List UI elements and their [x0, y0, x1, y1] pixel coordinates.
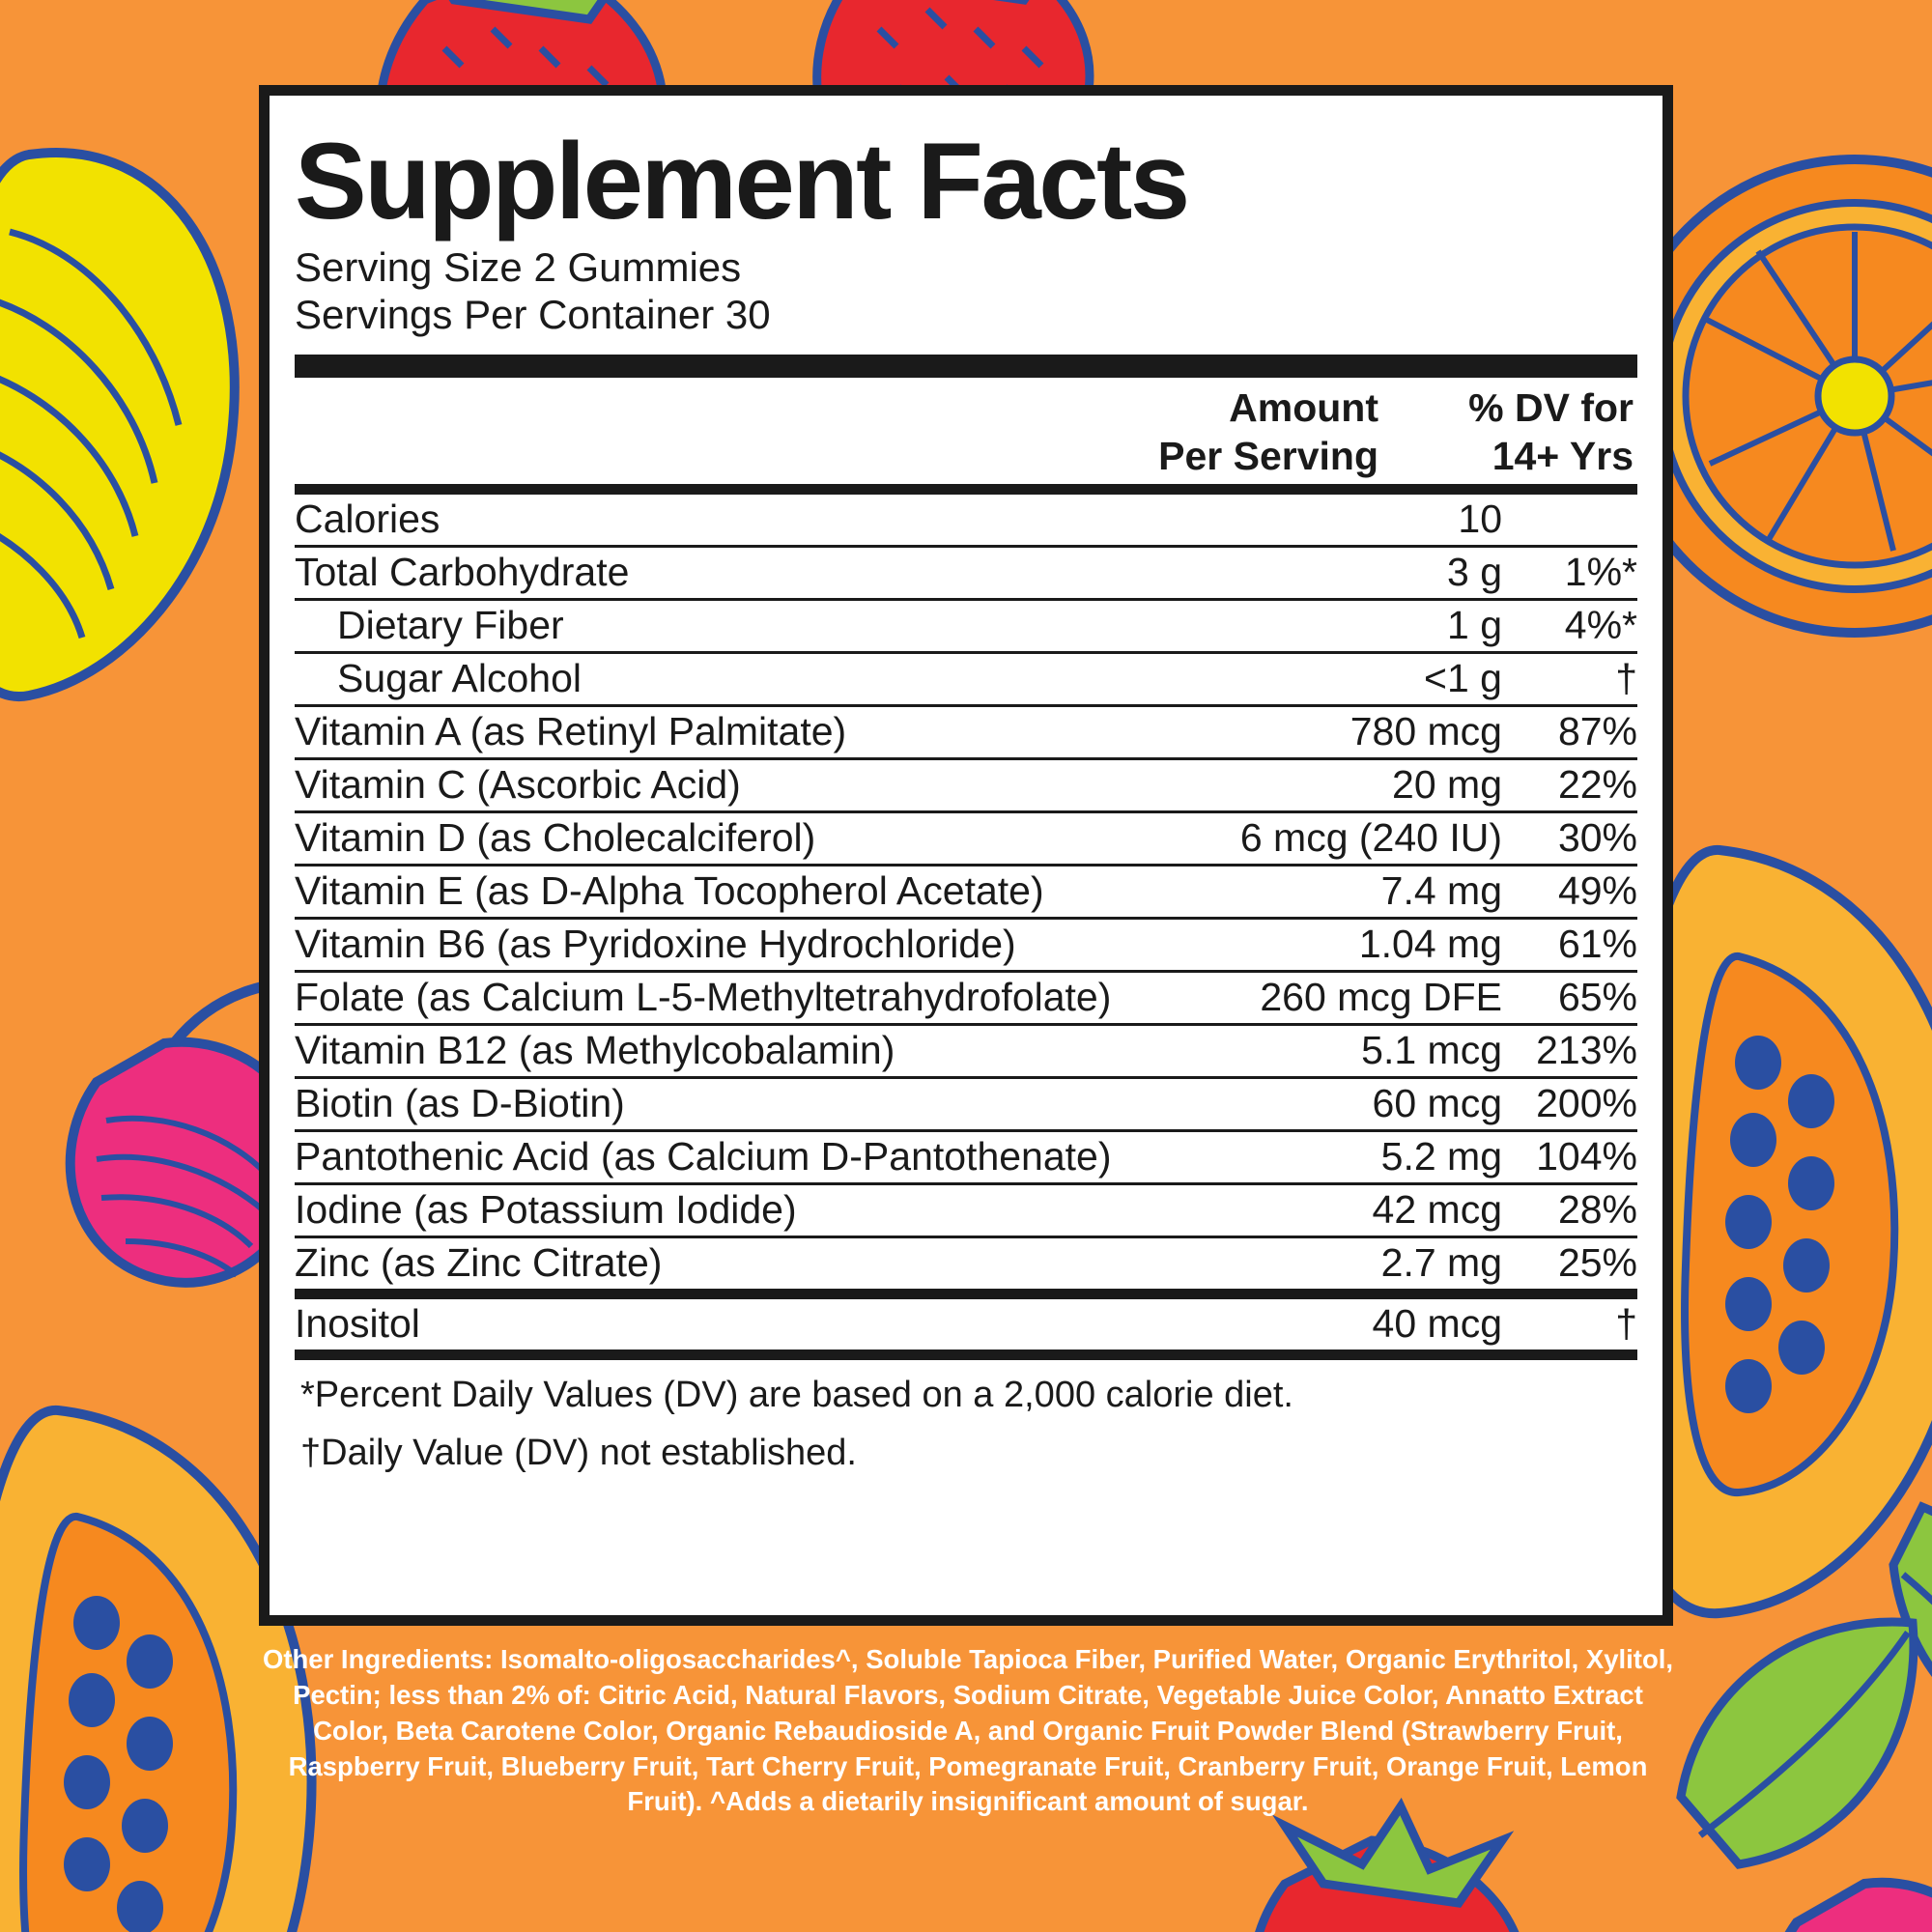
table-row [295, 599, 1637, 652]
nutrient-name: Vitamin A (as Retinyl Palmitate) [295, 705, 1183, 758]
table-row [295, 1077, 1637, 1130]
serving-size-text: Serving Size 2 Gummies [295, 243, 742, 290]
footnote-dv-not-established: †Daily Value (DV) not established. [300, 1433, 857, 1474]
nutrient-amount: 2.7 mg [1380, 1239, 1502, 1285]
nutrient-daily-value: 28% [1502, 1183, 1637, 1236]
table-row [295, 758, 1637, 811]
nutrient-name: Calories [295, 495, 1183, 547]
nutrient-table [295, 495, 1637, 1289]
nutrient-amount: 5.2 mg [1183, 1130, 1502, 1183]
other-nutrient-table [295, 1299, 1637, 1350]
supplement-facts-panel [259, 85, 1673, 1626]
table-row [295, 705, 1637, 758]
nutrient-name: Vitamin C (Ascorbic Acid) [295, 758, 1183, 811]
nutrient-name: Pantothenic Acid (as Calcium D-Pantothenate) [295, 1130, 1183, 1183]
table-row [295, 1183, 1637, 1236]
divider-med-bottom [295, 1350, 1637, 1360]
table-row [295, 865, 1637, 918]
nutrient-daily-value: 87% [1502, 705, 1637, 758]
nutrient-amount: 260 mcg DFE [1183, 971, 1502, 1024]
nutrient-amount: 20 mg [1183, 758, 1502, 811]
nutrient-daily-value: 65% [1502, 971, 1637, 1024]
table-row [295, 971, 1637, 1024]
table-row [295, 1130, 1637, 1183]
nutrient-amount: 6 mcg (240 IU) [1183, 811, 1502, 865]
nutrient-daily-value: 1%* [1502, 546, 1637, 599]
nutrient-daily-value: 25% [1557, 1239, 1637, 1285]
servings-per-container-text: Servings Per Container 30 [295, 292, 771, 338]
nutrient-amount: 42 mcg [1183, 1183, 1502, 1236]
header-dv-line2: 14+ Yrs [1492, 433, 1634, 478]
nutrient-name: Dietary Fiber [295, 599, 1183, 652]
nutrient-amount: 5.1 mcg [1183, 1024, 1502, 1077]
nutrient-daily-value: 30% [1502, 811, 1637, 865]
nutrient-amount: 10 [1183, 495, 1502, 547]
nutrient-daily-value [1502, 495, 1637, 547]
nutrient-amount: <1 g [1183, 652, 1502, 705]
nutrient-name: Vitamin B6 (as Pyridoxine Hydrochloride) [295, 918, 1183, 971]
nutrient-daily-value: 49% [1502, 865, 1637, 918]
nutrient-daily-value: 200% [1502, 1077, 1637, 1130]
nutrient-name: Vitamin B12 (as Methylcobalamin) [295, 1024, 1183, 1077]
table-row [295, 495, 1637, 547]
nutrient-amount: 7.4 mg [1183, 865, 1502, 918]
nutrient-name: Zinc (as Zinc Citrate) [295, 1239, 663, 1285]
divider-med-other [295, 1289, 1637, 1299]
footnote-daily-values: *Percent Daily Values (DV) are based on a 2,000 calorie diet. [300, 1374, 1293, 1415]
nutrient-amount: 40 mcg [1372, 1300, 1502, 1346]
nutrient-name: Vitamin D (as Cholecalciferol) [295, 811, 1183, 865]
nutrient-amount: 1 g [1183, 599, 1502, 652]
nutrient-daily-value: † [1502, 652, 1637, 705]
table-header [295, 378, 1637, 484]
nutrient-name: Biotin (as D-Biotin) [295, 1077, 1183, 1130]
table-row [295, 1299, 1637, 1350]
nutrient-daily-value: 4%* [1502, 599, 1637, 652]
divider-thick-top [295, 355, 1637, 378]
table-row [295, 546, 1637, 599]
table-row [295, 1236, 1637, 1289]
nutrient-daily-value: 213% [1502, 1024, 1637, 1077]
table-row [295, 1024, 1637, 1077]
nutrient-name: Inositol [295, 1300, 420, 1346]
nutrient-amount: 3 g [1183, 546, 1502, 599]
nutrient-amount: 780 mcg [1183, 705, 1502, 758]
header-amount-line2: Per Serving [1158, 433, 1378, 478]
nutrient-daily-value: † [1615, 1300, 1637, 1346]
nutrient-daily-value: 22% [1502, 758, 1637, 811]
table-row [295, 811, 1637, 865]
nutrient-daily-value: 104% [1502, 1130, 1637, 1183]
table-row [295, 918, 1637, 971]
header-dv-line1: % DV for [1468, 384, 1634, 430]
nutrient-name: Sugar Alcohol [295, 652, 1183, 705]
nutrient-name: Iodine (as Potassium Iodide) [295, 1183, 1183, 1236]
header-amount-line1: Amount [1229, 384, 1378, 430]
nutrient-name: Folate (as Calcium L-5-Methyltetrahydrofolate) [295, 971, 1183, 1024]
page-title: Supplement Facts [295, 121, 1188, 242]
other-ingredients-text: Other Ingredients: Isomalto-oligosaccharides^, Soluble Tapioca Fiber, Purified Water, Organic Erythritol, Xylitol, Pectin; less than 2% of: Citric Acid, Natural Flavors, Sodium Citrate, Vegetable Juice Color, Annatto Extract Color, Beta Carotene Color, Organic Rebaudioside A, and Organic Fruit Powder Blend (Strawberry Fruit, Raspberry Fruit, Blueberry Fruit, Tart Cherry Fruit, Pomegranate Fruit, Cranberry Fruit, Orange Fruit, Lemon Fruit). ^Adds a dietarily insignificant amount of sugar. [262, 1644, 1674, 1817]
nutrient-amount: 1.04 mg [1183, 918, 1502, 971]
nutrient-name: Vitamin E (as D-Alpha Tocopherol Acetate) [295, 865, 1183, 918]
divider-med-header [295, 484, 1637, 495]
table-row [295, 652, 1637, 705]
nutrient-daily-value: 61% [1502, 918, 1637, 971]
nutrient-name: Total Carbohydrate [295, 546, 1183, 599]
nutrient-amount: 60 mcg [1183, 1077, 1502, 1130]
